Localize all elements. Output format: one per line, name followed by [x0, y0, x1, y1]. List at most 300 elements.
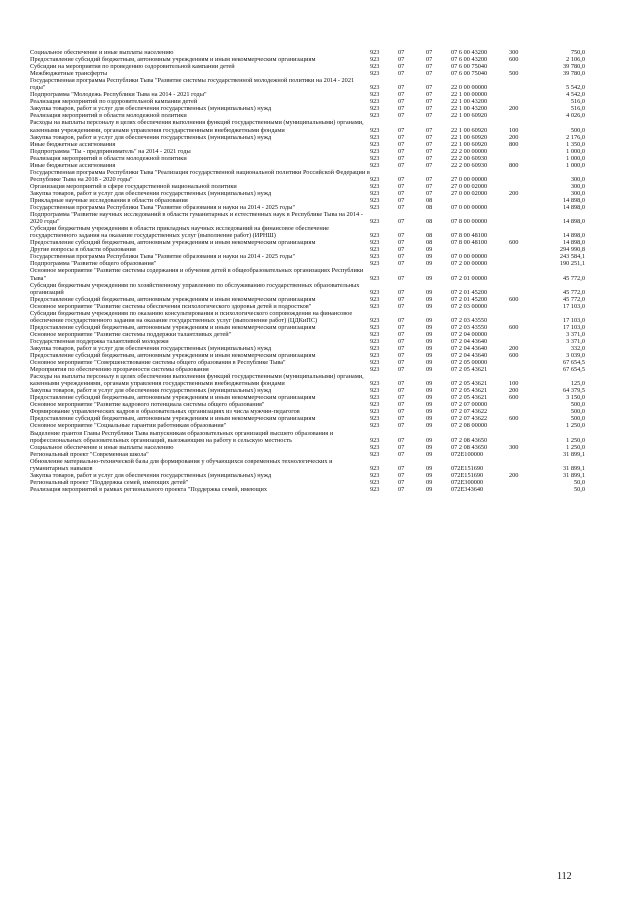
target-article-cell: 07 2 03 00000 — [451, 302, 488, 310]
sum-cell: 500,0 — [570, 126, 585, 134]
expense-name-cell: Основное мероприятие "Развитие кадрового потенциала системы общего образования" — [30, 401, 265, 409]
rz-code-cell: 07 — [398, 239, 405, 247]
expense-name-cell: Иные бюджетные ассигнования — [30, 161, 116, 169]
expense-name-cell: Расходы на выплаты персоналу в целях обеспечения выполнения функций государственными (муниципальными) органами, казенными учреждениями, органами управления государственными внебюджетными фондами — [30, 119, 364, 134]
target-article-cell: 07 2 08 00000 — [451, 422, 488, 430]
pr-code-cell: 07 — [426, 98, 433, 106]
table-row — [30, 422, 585, 429]
table-row — [30, 112, 585, 119]
expense-type-cell: 200 — [509, 471, 519, 479]
sum-cell: 4 542,0 — [566, 91, 585, 99]
target-article-cell: 07 2 07 00000 — [451, 401, 488, 409]
expense-name-cell: Закупка товаров, работ и услуг для обеспечения государственных (муниципальных) нужд — [30, 344, 272, 352]
target-article-cell: 07 8 00 48100 — [451, 232, 488, 240]
pr-code-cell: 08 — [426, 218, 433, 226]
expense-type-cell — [509, 282, 535, 296]
expense-type-cell — [509, 155, 535, 162]
target-article-cell: 072E343640 — [451, 485, 484, 493]
expense-type-cell: 200 — [509, 133, 519, 141]
rz-code-cell: 07 — [398, 98, 405, 106]
table-row — [30, 451, 585, 458]
expense-type-cell: 600 — [509, 295, 519, 303]
pr-code-cell: 07 — [426, 161, 433, 169]
gr-code-cell: 923 — [370, 443, 380, 451]
expense-name-cell: Основное мероприятие "Социальные гарантии работникам образования" — [30, 422, 227, 430]
expense-name-cell: Основное мероприятие "Совершенствование системы общего образования в Республике Тыва" — [30, 359, 286, 367]
expense-type-cell: 600 — [509, 323, 519, 331]
pr-code-cell: 09 — [426, 422, 433, 430]
rz-code-cell: 07 — [398, 196, 405, 204]
sum-cell: 1 250,0 — [566, 436, 585, 444]
expense-type-cell — [509, 204, 535, 211]
sum-cell: 45 772,0 — [562, 288, 585, 296]
gr-code-cell: 923 — [370, 302, 380, 310]
pr-code-cell: 09 — [426, 323, 433, 331]
pr-code-cell: 09 — [426, 330, 433, 338]
table-row — [30, 345, 585, 352]
target-article-cell: 07 6 00 75040 — [451, 70, 488, 78]
table-row — [30, 225, 585, 239]
gr-code-cell: 923 — [370, 70, 380, 78]
gr-code-cell: 923 — [370, 204, 380, 212]
rz-code-cell: 07 — [398, 352, 405, 360]
pr-code-cell: 09 — [426, 344, 433, 352]
expense-type-cell — [509, 486, 535, 493]
table-row — [30, 260, 585, 267]
table-row — [30, 472, 585, 479]
expense-name-cell: Реализация мероприятий в области молодежной политики — [30, 154, 187, 162]
target-article-cell: 07 2 05 43621 — [451, 394, 488, 402]
expense-name-cell: Подпрограмма "Развитие общего образования" — [30, 260, 157, 268]
expense-type-cell — [509, 359, 535, 366]
pr-code-cell: 09 — [426, 352, 433, 360]
expense-type-cell — [509, 451, 535, 458]
target-article-cell: 07 2 05 43621 — [451, 387, 488, 395]
rz-code-cell: 07 — [398, 204, 405, 212]
target-article-cell: 07 2 05 43621 — [451, 366, 488, 374]
sum-cell: 2 176,0 — [566, 133, 585, 141]
sum-cell: 67 654,5 — [562, 366, 585, 374]
target-article-cell: 072E151690 — [451, 464, 484, 472]
gr-code-cell: 923 — [370, 63, 380, 71]
expense-name-cell: Закупка товаров, работ и услуг для обеспечения государственных (муниципальных) нужд — [30, 189, 272, 197]
expense-name-cell: Предоставление субсидий бюджетным, автономным учреждениям и иным некоммерческим организациям — [30, 239, 316, 247]
rz-code-cell: 07 — [398, 63, 405, 71]
expense-type-cell — [509, 77, 535, 91]
pr-code-cell: 09 — [426, 450, 433, 458]
expense-type-cell — [509, 430, 535, 444]
sum-cell: 300,0 — [570, 182, 585, 190]
expense-type-cell: 800 — [509, 161, 519, 169]
table-row — [30, 366, 585, 373]
gr-code-cell: 923 — [370, 182, 380, 190]
expense-name-cell: Субсидии на мероприятия по проведению оздоровительной кампании детей — [30, 63, 235, 71]
target-article-cell: 07 2 04 43640 — [451, 344, 488, 352]
expense-name-cell: Региональный проект "Современная школа" — [30, 450, 149, 458]
gr-code-cell: 923 — [370, 359, 380, 367]
sum-cell: 31 899,1 — [562, 450, 585, 458]
table-row — [30, 169, 585, 183]
rz-code-cell: 07 — [398, 415, 405, 423]
rz-code-cell: 07 — [398, 394, 405, 402]
expense-name-cell: Социальное обеспечение и иные выплаты населению — [30, 443, 174, 451]
sum-cell: 1 000,0 — [566, 161, 585, 169]
rz-code-cell: 07 — [398, 84, 405, 92]
gr-code-cell: 923 — [370, 246, 380, 254]
pr-code-cell: 08 — [426, 232, 433, 240]
pr-code-cell: 09 — [426, 443, 433, 451]
pr-code-cell: 07 — [426, 133, 433, 141]
gr-code-cell: 923 — [370, 288, 380, 296]
rz-code-cell: 07 — [398, 380, 405, 388]
target-article-cell: 07 2 05 43621 — [451, 380, 488, 388]
sum-cell: 45 772,0 — [562, 274, 585, 282]
sum-cell: 14 898,0 — [562, 232, 585, 240]
rz-code-cell: 07 — [398, 359, 405, 367]
rz-code-cell: 07 — [398, 464, 405, 472]
target-article-cell: 22 2 00 00000 — [451, 147, 488, 155]
expense-name-cell: Организация мероприятий в сфере государственной национальной политики — [30, 182, 237, 190]
rz-code-cell: 07 — [398, 337, 405, 345]
table-row — [30, 70, 585, 77]
sum-cell: 67 654,5 — [562, 359, 585, 367]
pr-code-cell: 07 — [426, 154, 433, 162]
expense-type-cell — [509, 310, 535, 324]
expense-name-cell: Предоставление субсидий бюджетным, автономным учреждениям и иным некоммерческим организациям — [30, 323, 316, 331]
sum-cell: 17 103,0 — [562, 323, 585, 331]
table-row — [30, 296, 585, 303]
pr-code-cell: 09 — [426, 394, 433, 402]
expense-name-cell: Основное мероприятие "Развитие системы обеспечения психологического здоровья детей и подростков" — [30, 302, 312, 310]
sum-cell: 125,0 — [570, 380, 585, 388]
gr-code-cell: 923 — [370, 175, 380, 183]
expense-name-cell: Предоставление субсидий бюджетным, автономным учреждениям и иным некоммерческим организациям — [30, 56, 316, 64]
expense-name-cell: Подпрограмма "Молодежь Республики Тыва на 2014 - 2021 годы" — [30, 91, 207, 99]
target-article-cell: 07 2 07 43622 — [451, 408, 488, 416]
gr-code-cell: 923 — [370, 295, 380, 303]
gr-code-cell: 923 — [370, 133, 380, 141]
pr-code-cell: 09 — [426, 288, 433, 296]
sum-cell: 39 780,0 — [562, 70, 585, 78]
target-article-cell: 07 2 01 45200 — [451, 288, 488, 296]
target-article-cell: 07 6 00 43200 — [451, 56, 488, 64]
target-article-cell: 07 2 08 43650 — [451, 436, 488, 444]
target-article-cell: 07 2 03 43550 — [451, 316, 488, 324]
table-row — [30, 479, 585, 486]
rz-code-cell: 07 — [398, 302, 405, 310]
gr-code-cell: 923 — [370, 147, 380, 155]
expense-name-cell: Основное мероприятие "Развитие системы поддержки талантливых детей" — [30, 330, 232, 338]
table-row — [30, 211, 585, 225]
gr-code-cell: 923 — [370, 408, 380, 416]
target-article-cell — [451, 246, 509, 253]
expense-type-cell — [509, 197, 535, 204]
sum-cell: 17 103,0 — [562, 316, 585, 324]
sum-cell: 500,0 — [570, 408, 585, 416]
table-row — [30, 458, 585, 472]
gr-code-cell: 923 — [370, 189, 380, 197]
target-article-cell: 22 1 00 43200 — [451, 105, 488, 113]
expense-type-cell: 300 — [509, 49, 519, 56]
pr-code-cell: 09 — [426, 316, 433, 324]
table-row — [30, 190, 585, 197]
expense-type-cell: 600 — [509, 56, 519, 64]
rz-code-cell: 07 — [398, 112, 405, 120]
pr-code-cell: 09 — [426, 471, 433, 479]
target-article-cell: 07 2 00 00000 — [451, 260, 488, 268]
sum-cell: 14 898,0 — [562, 204, 585, 212]
gr-code-cell: 923 — [370, 98, 380, 106]
rz-code-cell: 07 — [398, 105, 405, 113]
sum-cell: 14 898,0 — [562, 218, 585, 226]
gr-code-cell: 923 — [370, 478, 380, 486]
table-row — [30, 324, 585, 331]
expense-name-cell: Выделение грантов Главы Республики Тыва выпускникам образовательных организаций высшего образования и профессиональных образовательных организаций, выезжающим на работу в сельскую местность — [30, 429, 334, 444]
rz-code-cell: 07 — [398, 70, 405, 78]
gr-code-cell: 923 — [370, 154, 380, 162]
expense-type-cell — [509, 63, 535, 70]
pr-code-cell: 09 — [426, 366, 433, 374]
table-row — [30, 197, 585, 204]
gr-code-cell: 923 — [370, 161, 380, 169]
expense-type-cell — [509, 267, 535, 281]
table-row — [30, 239, 585, 246]
sum-cell: 1 000,0 — [566, 147, 585, 155]
table-row — [30, 338, 585, 345]
gr-code-cell: 923 — [370, 126, 380, 134]
table-row — [30, 98, 585, 105]
gr-code-cell: 923 — [370, 49, 380, 56]
sum-cell: 14 898,0 — [562, 196, 585, 204]
target-article-cell: 07 2 04 43640 — [451, 352, 488, 360]
gr-code-cell: 923 — [370, 260, 380, 268]
rz-code-cell: 07 — [398, 253, 405, 261]
gr-code-cell: 923 — [370, 91, 380, 99]
gr-code-cell: 923 — [370, 330, 380, 338]
table-row — [30, 141, 585, 148]
target-article-cell: 07 6 00 75040 — [451, 63, 488, 71]
expense-name-cell: Закупка товаров, работ и услуг для обеспечения государственных (муниципальных) нужд — [30, 133, 272, 141]
target-article-cell: 07 2 01 00000 — [451, 274, 488, 282]
target-article-cell: 22 1 00 00000 — [451, 91, 488, 99]
sum-cell: 39 780,0 — [562, 63, 585, 71]
expense-type-cell — [509, 401, 535, 408]
expense-type-cell — [509, 366, 535, 373]
sum-cell: 4 026,0 — [566, 112, 585, 120]
expense-name-cell: Формирование управленческих кадров в образовательных организациях из числа мужчин-педагогов — [30, 408, 300, 416]
expense-type-cell: 200 — [509, 189, 519, 197]
sum-cell: 2 106,0 — [566, 56, 585, 64]
target-article-cell: 07 8 00 48100 — [451, 239, 488, 247]
expense-type-cell: 100 — [509, 380, 519, 388]
table-row — [30, 486, 585, 493]
pr-code-cell: 09 — [426, 464, 433, 472]
rz-code-cell: 07 — [398, 366, 405, 374]
expense-name-cell: Иные бюджетные ассигнования — [30, 140, 116, 148]
sum-cell: 3 371,0 — [566, 330, 585, 338]
gr-code-cell: 923 — [370, 366, 380, 374]
table-row — [30, 408, 585, 415]
expense-name-cell: Реализация мероприятий в рамках регионального проекта "Поддержка семей, имеющих — [30, 485, 267, 493]
rz-code-cell: 07 — [398, 91, 405, 99]
rz-code-cell: 07 — [398, 422, 405, 430]
table-row — [30, 303, 585, 310]
table-row — [30, 331, 585, 338]
pr-code-cell: 07 — [426, 105, 433, 113]
pr-code-cell: 09 — [426, 246, 433, 254]
pr-code-cell: 09 — [426, 436, 433, 444]
expense-name-cell: Предоставление субсидий бюджетным, автономным учреждениям и иным некоммерческим организациям — [30, 415, 316, 423]
gr-code-cell: 923 — [370, 56, 380, 64]
pr-code-cell: 08 — [426, 239, 433, 247]
gr-code-cell: 923 — [370, 239, 380, 247]
sum-cell: 500,0 — [570, 401, 585, 409]
expense-name-cell: Закупка товаров, работ и услуг для обеспечения государственных (муниципальных) нужд — [30, 105, 272, 113]
expense-name-cell: Закупка товаров, работ и услуг для обеспечения государственных (муниципальных) нужд — [30, 387, 272, 395]
table-row — [30, 430, 585, 444]
pr-code-cell: 07 — [426, 56, 433, 64]
gr-code-cell: 923 — [370, 112, 380, 120]
expense-type-cell — [509, 303, 535, 310]
pr-code-cell: 08 — [426, 196, 433, 204]
target-article-cell: 27 0 00 02000 — [451, 182, 488, 190]
page-number: 112 — [557, 871, 572, 882]
gr-code-cell: 923 — [370, 464, 380, 472]
rz-code-cell: 07 — [398, 182, 405, 190]
expense-type-cell — [509, 211, 535, 225]
table-row — [30, 77, 585, 91]
expense-type-cell — [509, 458, 535, 472]
pr-code-cell: 09 — [426, 253, 433, 261]
pr-code-cell: 09 — [426, 380, 433, 388]
expense-type-cell: 200 — [509, 387, 519, 395]
rz-code-cell: 07 — [398, 232, 405, 240]
table-row — [30, 352, 585, 359]
gr-code-cell: 923 — [370, 323, 380, 331]
table-row — [30, 415, 585, 422]
gr-code-cell: 923 — [370, 401, 380, 409]
expense-type-cell: 800 — [509, 140, 519, 148]
expense-name-cell: Мероприятия по обеспечению прозрачности системы образования — [30, 366, 209, 374]
rz-code-cell: 07 — [398, 408, 405, 416]
rz-code-cell: 07 — [398, 443, 405, 451]
sum-cell: 14 898,0 — [562, 239, 585, 247]
gr-code-cell: 923 — [370, 450, 380, 458]
table-row — [30, 359, 585, 366]
expense-name-cell: Расходы на выплаты персоналу в целях обеспечения выполнения функций государственными (муниципальными) органами, казенными учреждениями, органами управления государственными внебюджетными фондами — [30, 373, 364, 388]
expense-type-cell: 100 — [509, 126, 519, 134]
pr-code-cell: 07 — [426, 126, 433, 134]
pr-code-cell: 09 — [426, 408, 433, 416]
rz-code-cell: 07 — [398, 387, 405, 395]
sum-cell: 50,0 — [573, 485, 585, 493]
gr-code-cell: 923 — [370, 387, 380, 395]
target-article-cell: 072E100000 — [451, 450, 484, 458]
gr-code-cell: 923 — [370, 471, 380, 479]
gr-code-cell: 923 — [370, 140, 380, 148]
expense-type-cell — [509, 112, 535, 119]
sum-cell: 50,0 — [573, 478, 585, 486]
rz-code-cell: 07 — [398, 133, 405, 141]
table-row — [30, 253, 585, 260]
expense-type-cell — [509, 260, 535, 267]
rz-code-cell: 07 — [398, 295, 405, 303]
sum-cell: 516,0 — [570, 98, 585, 106]
rz-code-cell: 07 — [398, 126, 405, 134]
expense-name-cell: Реализация мероприятий по оздоровительной кампании детей — [30, 98, 198, 106]
sum-cell: 294 990,8 — [559, 246, 585, 254]
pr-code-cell: 09 — [426, 485, 433, 493]
pr-code-cell: 07 — [426, 91, 433, 99]
target-article-cell: 22 1 00 60920 — [451, 112, 488, 120]
table-row — [30, 401, 585, 408]
target-article-cell: 07 2 07 43622 — [451, 415, 488, 423]
expense-type-cell: 600 — [509, 415, 519, 423]
table-row — [30, 204, 585, 211]
rz-code-cell: 07 — [398, 49, 405, 56]
sum-cell: 17 103,0 — [562, 302, 585, 310]
gr-code-cell: 923 — [370, 344, 380, 352]
pr-code-cell: 07 — [426, 112, 433, 120]
pr-code-cell: 09 — [426, 401, 433, 409]
gr-code-cell: 923 — [370, 218, 380, 226]
expense-name-cell: Подпрограмма "Развитие научных исследований в области гуманитарных и естественных наук в Республике Тыва на 2014 - 2020 годы" — [30, 211, 363, 226]
table-row — [30, 105, 585, 112]
rz-code-cell: 07 — [398, 316, 405, 324]
target-article-cell: 22 2 00 60930 — [451, 161, 488, 169]
budget-table — [30, 49, 585, 493]
rz-code-cell: 07 — [398, 175, 405, 183]
sum-cell: 3 150,0 — [566, 394, 585, 402]
gr-code-cell: 923 — [370, 105, 380, 113]
expense-type-cell: 300 — [509, 443, 519, 451]
expense-name-cell: Социальное обеспечение и иные выплаты населению — [30, 49, 174, 56]
target-article-cell: 07 2 01 45200 — [451, 295, 488, 303]
table-row — [30, 162, 585, 169]
expense-type-cell: 500 — [509, 70, 519, 78]
rz-code-cell: 07 — [398, 330, 405, 338]
expense-type-cell — [509, 225, 535, 239]
rz-code-cell: 07 — [398, 140, 405, 148]
sum-cell: 190 251,1 — [559, 260, 585, 268]
pr-code-cell: 07 — [426, 70, 433, 78]
rz-code-cell: 07 — [398, 56, 405, 64]
target-article-cell: 07 2 03 43550 — [451, 323, 488, 331]
sum-cell: 3 371,0 — [566, 337, 585, 345]
expense-type-cell: 600 — [509, 352, 519, 360]
pr-code-cell: 09 — [426, 260, 433, 268]
expense-type-cell — [509, 253, 535, 260]
target-article-cell: 22 2 00 60930 — [451, 154, 488, 162]
expense-type-cell — [509, 91, 535, 98]
table-row — [30, 282, 585, 296]
gr-code-cell: 923 — [370, 232, 380, 240]
pr-code-cell: 07 — [426, 147, 433, 155]
rz-code-cell: 07 — [398, 154, 405, 162]
expense-name-cell: Государственная программа Республики Тыва "Развитие системы государственной молодежной политики на 2014 - 2021 годы" — [30, 77, 355, 92]
sum-cell: 1 350,0 — [566, 140, 585, 148]
rz-code-cell: 07 — [398, 323, 405, 331]
table-row — [30, 373, 585, 387]
expense-name-cell: Реализация мероприятий в области молодежной политики — [30, 112, 187, 120]
expense-name-cell: Закупка товаров, работ и услуг для обеспечения государственных (муниципальных) нужд — [30, 471, 272, 479]
table-row — [30, 155, 585, 162]
target-article-cell: 22 1 00 60920 — [451, 133, 488, 141]
pr-code-cell: 09 — [426, 337, 433, 345]
sum-cell: 500,0 — [570, 415, 585, 423]
sum-cell: 516,0 — [570, 105, 585, 113]
pr-code-cell: 09 — [426, 478, 433, 486]
